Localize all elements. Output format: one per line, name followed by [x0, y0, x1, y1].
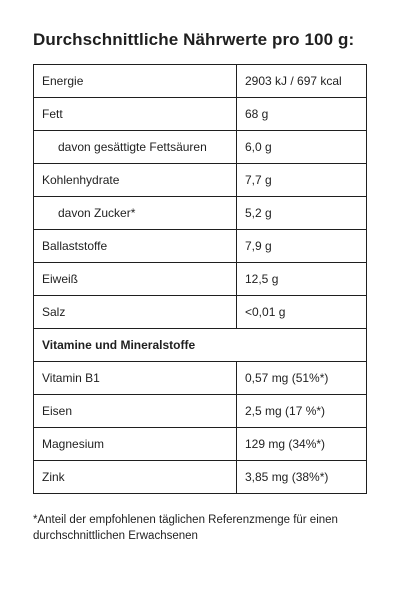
table-row	[34, 197, 367, 230]
section-header: Vitamine und Mineralstoffe	[34, 329, 367, 362]
row-label: Energie	[34, 65, 237, 98]
row-value: 129 mg (34%*)	[237, 428, 367, 461]
row-value: 7,7 g	[237, 164, 367, 197]
row-value: 5,2 g	[237, 197, 367, 230]
table-row	[34, 395, 367, 428]
row-value: 6,0 g	[237, 131, 367, 164]
table-row	[34, 164, 367, 197]
row-value: 3,85 mg (38%*)	[237, 461, 367, 494]
row-value: 2,5 mg (17 %*)	[237, 395, 367, 428]
row-label: Fett	[34, 98, 237, 131]
page-title: Durchschnittliche Nährwerte pro 100 g:	[33, 30, 355, 49]
table-row	[34, 296, 367, 329]
row-value: 0,57 mg (51%*)	[237, 362, 367, 395]
row-label: Kohlenhydrate	[34, 164, 237, 197]
row-label: Vitamin B1	[34, 362, 237, 395]
table-row	[34, 230, 367, 263]
row-value: <0,01 g	[237, 296, 367, 329]
row-value: 7,9 g	[237, 230, 367, 263]
row-label: davon Zucker*	[34, 197, 237, 230]
table-row	[34, 98, 367, 131]
table-row	[34, 263, 367, 296]
row-value: 2903 kJ / 697 kcal	[237, 65, 367, 98]
row-label: Ballaststoffe	[34, 230, 237, 263]
row-label: Salz	[34, 296, 237, 329]
table-row	[34, 461, 367, 494]
row-value: 68 g	[237, 98, 367, 131]
table-row	[34, 65, 367, 98]
row-label: Magnesium	[34, 428, 237, 461]
row-label: davon gesättigte Fettsäuren	[34, 131, 237, 164]
row-value: 12,5 g	[237, 263, 367, 296]
table-row	[34, 131, 367, 164]
row-label: Zink	[34, 461, 237, 494]
section-header-row	[34, 329, 367, 362]
nutrition-table	[33, 64, 367, 494]
table-row	[34, 428, 367, 461]
row-label: Eisen	[34, 395, 237, 428]
table-row	[34, 362, 367, 395]
row-label: Eiweiß	[34, 263, 237, 296]
footnote: *Anteil der empfohlenen täglichen Referenzmenge für einen durchschnittlichen Erwachsenen	[33, 514, 338, 542]
